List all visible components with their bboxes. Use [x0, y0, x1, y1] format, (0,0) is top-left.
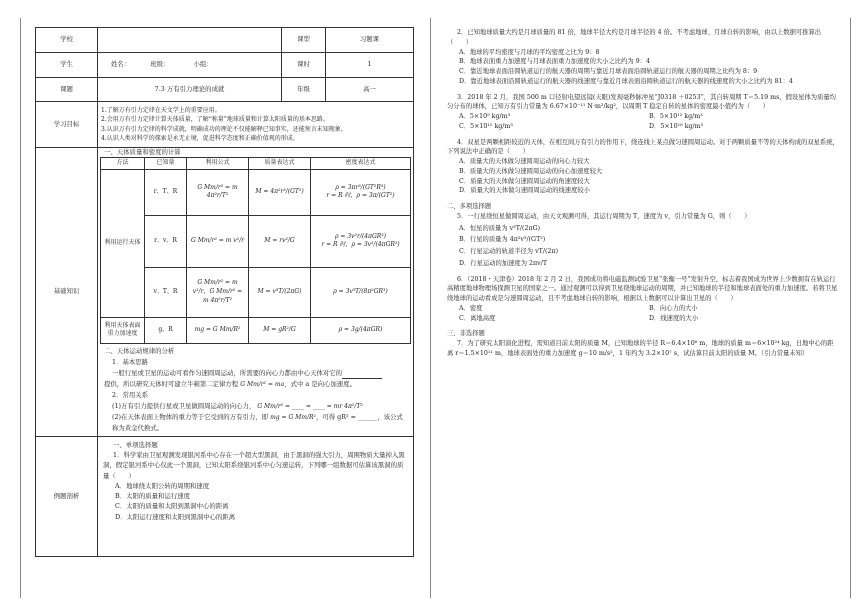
q6-option-c[interactable]: C．离地高度 [459, 314, 496, 322]
th-method: 方法 [101, 158, 145, 170]
q3-option-c[interactable]: C．5×10¹⁵ kg/m³ [459, 122, 513, 130]
row2-mass: M = rv²/G [249, 215, 311, 267]
row4-density: ρ = 3g/(4πGR) [311, 317, 411, 343]
question-4: 4．双星是两颗相距较近的天体，在相互间万有引力的作用下，绕连线上某点做匀速圆周运动。对于两颗质量不等的天体构成的双星系统，下列说法中正确的是（ ） [447, 138, 839, 156]
q3-option-b[interactable]: B．5×10¹² kg/m³ [649, 113, 703, 120]
hour-label: 课时 [282, 53, 326, 78]
row2-formula: G Mm/r² = m v²/r [187, 215, 249, 267]
basic-idea-text-3: ，式中 a 是向心加速度。 [284, 379, 356, 388]
q2-option-a[interactable]: A．地球的平均密度与月球的平均密度之比为 9：8 [459, 48, 600, 56]
grade-label: 年级 [282, 78, 326, 102]
question-1: 1．科学家由卫星观测发现银河系中心存在一个超大型黑洞，由于黑洞的强大引力，周围物质大量掉入黑洞，假定银河系中心仅此一个黑洞，已知太阳系绕银河系中心匀速运转，下列哪一组数据可估算该黑洞的质量（ ） [103, 451, 405, 480]
th-density: 密度表达式 [311, 158, 411, 170]
q1-option-c[interactable]: C．太阳的质量和太阳到黑洞中心的距离 [115, 502, 229, 511]
basic-idea-equation: G Mm/r² = ma [240, 380, 285, 388]
q5-option-d[interactable]: D．行星运动的加速度为 2πv/T [459, 259, 548, 267]
question-3-block [447, 93, 839, 132]
school-value [98, 28, 282, 53]
row1-formula: G Mm/r² = m 4π²r/T² [187, 169, 249, 215]
student-label: 学生 [36, 53, 98, 78]
common-relations-title: 2．常用关系 [112, 390, 149, 399]
section-free-response: 三、非选择题 [447, 330, 485, 338]
section-multiple-choice: 二、多项选择题 [447, 203, 492, 210]
basic-idea-text-2: 提供，所以研究天体时可建立牛顿第二定律方程 [104, 379, 239, 388]
row3-formula: G Mm/r² = m v²/r，G Mm/r² = m 4π²r/T² [187, 267, 249, 317]
goal-item: 2.会用万有引力定律计算天体质量，了解“称量”地球质量和计算太阳质量的基本思路。 [101, 116, 329, 124]
grade-value: 高一 [326, 78, 414, 102]
row4-mass: M = gR²/G [249, 317, 311, 343]
relation-1-equation: G Mm/r² = ____ = ____ = mr 4π²/T² [257, 402, 363, 410]
basic-idea-text [104, 368, 407, 379]
q5-option-c[interactable]: C．行星运动的轨道半径为 vT/(2π) [459, 248, 559, 255]
relation-2-tail: ，可得 gR² = ______，该公式称为黄金代换式。 [112, 412, 403, 433]
row1-density [311, 169, 411, 215]
row2-density-general: ρ = 3v²r/(4πGR³) [334, 232, 387, 240]
q2-option-b[interactable]: B．地球表面重力加速度与月球表面重力加速度的大小之比约为 9：4 [459, 58, 650, 66]
type-value: 习题课 [326, 28, 414, 53]
q1-option-a[interactable]: A．地球绕太阳公转的周期和速度 [115, 481, 210, 490]
center-divider [430, 18, 431, 598]
row4-formula: mg = G Mm/R² [187, 317, 249, 343]
question-5-block [447, 212, 839, 269]
th-known: 已知量 [145, 158, 187, 170]
q6-option-d[interactable]: D．线速度的大小 [649, 314, 699, 322]
answer-blank[interactable] [342, 372, 382, 379]
question-7: 7．为了研究太阳演化进程，需知道目前太阳的质量 M，已知地球的半径 R＝6.4×10⁶ m，地球的质量 m＝6×10²⁴ kg，日地中心的距离 r＝1.5×10¹¹ m，地球表面处的重力加速度 g＝10 m/s²，1 年约为 3.2×10⁷ s，试估算目前太阳的质量 M。（引力常量未知） [447, 340, 834, 357]
q1-option-d[interactable]: D．太阳运行速度和太阳到黑洞中心的距离 [115, 512, 236, 521]
goal-item: 1.了解万有引力定律在天文学上的重要应用。 [101, 106, 221, 114]
basics-label: 基础知识 [36, 148, 98, 437]
q6-option-b[interactable]: B．向心力的大小 [649, 304, 698, 312]
basics-part1-title: 一、天体质量和密度的计算 [104, 148, 181, 156]
row3-density: ρ = 3v³T/(8π²GR³) [311, 267, 411, 317]
class-label: 班级： [150, 60, 170, 69]
question-5: 5．一行星绕恒星做圆周运动，由天文观测可得，其运行周期为 T，速度为 v，引力常量为 G，则（ ） [457, 212, 751, 220]
q6-options [447, 304, 839, 324]
question-4-block [447, 138, 839, 197]
left-border [20, 18, 21, 598]
examples-label: 例题剖析 [36, 436, 98, 556]
question-6: 6．（2018・天津卷）2018 年 2 月 2 日，我国成功将电磁监测试验卫星“张衡一号”发射升空，标志着我国成为世界上少数拥有在轨运行高精度地球物理场探测卫星的国家之一。通过观测可以得到卫星绕地球运动的周期，并已知地球的半径和地球表面处的重力加速度。若将卫星绕地球的运动看成是匀速圆周运动，且不考虑地球自转的影响，根据以上数据可以计算出卫星的（ ） [447, 275, 838, 302]
row2-density [311, 215, 411, 267]
method-orbiting-body: 利用运行天体 [101, 169, 145, 317]
q2-option-c[interactable]: C．靠近地球表面沿圆轨道运行的航天器的周期与靠近月球表面沿圆轨道运行的航天器的周期之比约为 8：9 [459, 68, 758, 75]
row1-known: r、T、R [145, 169, 187, 215]
examples-section-title: 一、单项选择题 [113, 440, 158, 449]
q1-option-b[interactable]: B．太阳的质量和运行速度 [115, 492, 190, 501]
topic-value: 7.3 万有引力理论的成就 [98, 78, 282, 102]
question-3: 3．2018 年 2 月，我国 500 m 口径射电望远镜(天眼)发现毫秒脉冲星“J0318 ＋0253”，其自转周期 T＝5.19 ms，假设星体为质量均匀分布的球体，已知万有引力常量为 6.67×10⁻¹¹ N·m²/kg²，以周期 T 稳定自转的星体的密度最小值约为（ ） [447, 93, 836, 111]
mass-density-table [100, 157, 411, 344]
basics-part2-title: 二、天体运动规律的分析 [104, 346, 175, 355]
relation-2-text: (2)在天体表面上物体的重力等于它受到的万有引力，即 [112, 412, 269, 421]
row2-known: r、v、R [145, 215, 187, 267]
question-2: 2．已知地球质量大约是月球质量的 81 倍，地球半径大约是月球半径的 4 倍。不考虑地球、月球自转的影响，由以上数据可推算出（ ） [447, 29, 822, 46]
basics-part2 [100, 344, 411, 434]
lesson-plan-table [35, 27, 414, 557]
row4-known: g、R [145, 317, 187, 343]
q2-option-d[interactable]: D．靠近地球表面沿圆轨道运行的航天器的线速度与靠近月球表面沿圆轨道运行的航天器的线速度的大小之比约为 81：4 [459, 77, 793, 85]
relation-1 [104, 401, 407, 412]
relation-1-text: (1)万有引力提供行星或卫星做圆周运动的向心力， [112, 401, 256, 410]
student-info [98, 53, 282, 78]
school-label: 学校 [36, 28, 98, 53]
hour-value: 1 [326, 53, 414, 78]
question-2-block [447, 28, 839, 87]
q5-option-b[interactable]: B．行星的质量为 4π²v³/(GT²) [459, 236, 546, 244]
q3-option-d[interactable]: D．5×10¹⁸ kg/m³ [649, 122, 704, 130]
question-7-block [447, 339, 839, 359]
right-column-questions [447, 28, 839, 365]
goals-list [98, 102, 414, 148]
question-6-block [447, 275, 839, 324]
row2-density-surface: r = R 时，ρ = 3v²/(4πGR²) [321, 241, 400, 249]
goal-item: 4.认识人类对科学的探索是永无止境，促进科学态度和正确价值观的形成。 [101, 134, 299, 142]
q5-option-a[interactable]: A．恒星的质量为 v³T/(2πG) [459, 224, 541, 232]
th-formula: 利用公式 [187, 158, 249, 170]
goals-label: 学习目标 [36, 102, 98, 148]
th-mass: 质量表达式 [249, 158, 311, 170]
q4-option-a[interactable]: A．质量大的天体做匀速圆周运动的向心力较大 [459, 158, 590, 165]
basic-idea-text-line2 [104, 379, 407, 390]
row1-mass: M = 4π²r³/(GT²) [249, 169, 311, 215]
relation-2 [104, 412, 407, 434]
q3-options [447, 112, 839, 132]
relation-2-equation: mg = G Mm/R² [270, 413, 316, 421]
examples-content [98, 436, 414, 556]
type-label: 课型 [282, 28, 326, 53]
basics-content [98, 148, 414, 437]
group-label: 小组： [193, 60, 213, 69]
q4-option-c[interactable]: C．质量大的天体做匀速圆周运动的角速度较大 [459, 177, 590, 185]
method-surface-gravity: 利用天体表面重力加速度 [101, 317, 145, 343]
name-label: 姓名： [111, 60, 131, 69]
topic-label: 课题 [36, 78, 98, 102]
q4-option-b[interactable]: B．质量大的天体做匀速圆周运动的向心加速度较大 [459, 167, 603, 175]
q4-option-d[interactable]: D．质量大的天体做匀速圆周运动的线速度较小 [459, 187, 590, 195]
row1-density-general: ρ = 3πr³/(GT²R³) [335, 183, 386, 191]
q6-option-a[interactable]: A．密度 [459, 304, 483, 312]
row3-known: v、T、R [145, 267, 187, 317]
right-border [850, 18, 851, 598]
row1-density-surface: r = R 时，ρ = 3π/(GT²) [326, 192, 395, 200]
goal-item: 3.认识万有引力定律的科学成就，明确成功的理论不仅能解释已知事实，还能预言未知现象。 [101, 125, 347, 133]
q3-option-a[interactable]: A．5×10⁹ kg/m³ [459, 113, 511, 120]
basic-idea-title: 1．基本思路 [112, 357, 149, 366]
row3-mass: M = v³T/(2πG) [249, 267, 311, 317]
basic-idea-text-1: 一般行星或卫星的运动可看作匀速圆周运动，所需要的向心力都由中心天体对它的 [112, 368, 343, 377]
